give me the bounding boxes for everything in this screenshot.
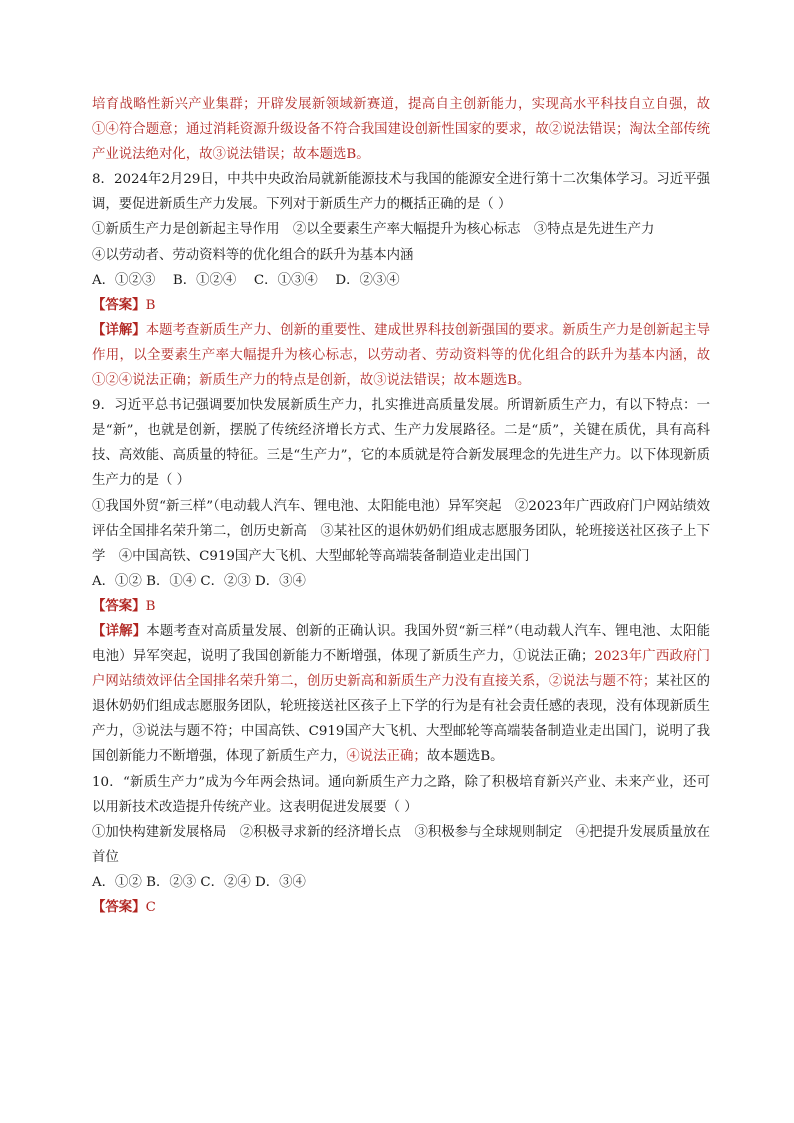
- q9-detail-part-1: 本题考查对高质量发展、创新的正确认识。我国外贸“新三样”（电动载人汽车、锂电池、太阳能电池）异军突起，说明了我国创新能力不断增强，体现了新质生产力，①说法正确；: [92, 623, 710, 665]
- q9-options: A．①② B．①④ C．②③ D．③④: [92, 573, 306, 589]
- q8-detail: [92, 318, 710, 393]
- q10-stem: 10．“新质生产力”成为今年两会热词。通向新质生产力之路，除了积极培育新兴产业、未来产业，还可以用新技术改造提升传统产业。这表明促进发展要（ ）: [92, 774, 710, 815]
- intro-paragraph: 培育战略性新兴产业集群；开辟发展新领域新赛道，提高自主创新能力，实现高水平科技自立自强，故①④符合题意；通过消耗资源升级设备不符合我国建设创新性国家的要求，故②说法错误；淘汰全部传统产业说法绝对化，故③说法错误；故本题选B。: [92, 97, 710, 163]
- q10-answer: [92, 895, 710, 920]
- q8-options: A．①②③ B．①②④ C．①③④ D．②③④: [92, 272, 400, 288]
- q9-detail: [92, 619, 710, 770]
- q10-items: ①加快构建新发展格局 ②积极寻求新的经济增长点 ③积极参与全球规则制定 ④把提升发展质量放在首位: [92, 824, 710, 865]
- q10-answer-value: C: [145, 900, 156, 915]
- q8-stem: 8．2024年2月29日，中共中央政治局就新能源技术与我国的能源安全进行第十二次集体学习。习近平强调，要促进新质生产力发展。下列对于新质生产力的概括正确的是（ ）: [92, 172, 710, 213]
- q8-detail-text: 本题考查新质生产力、创新的重要性、建成世界科技创新强国的要求。新质生产力是创新起主导作用，以全要素生产率大幅提升为核心标志，以劳动者、劳动资料等的优化组合的跃升为基本内涵，故①②④说法正确；新质生产力的特点是创新，故③说法错误；故本题选B。: [92, 322, 711, 389]
- q9-detail-part-5: 故本题选B。: [426, 749, 504, 765]
- q9-detail-part-4: ④说法正确；: [346, 749, 427, 765]
- q9-detail-label: 【详解】: [92, 622, 147, 639]
- q9-stem: 9．习近平总书记强调要加快发展新质生产力，扎实推进高质量发展。所谓新质生产力，有以下特点：一是“新”，也就是创新，摆脱了传统经济增长方式、生产力发展路径。二是“质”，关键在质优，具有高科技、高效能、高质量的特征。三是“生产力”，它的本质就是符合新发展理念的先进生产力。以下体现新质生产力的是（ ）: [92, 398, 710, 489]
- q10-answer-label: 【答案】: [92, 899, 146, 915]
- q8-answer-label: 【答案】: [92, 296, 146, 313]
- q10-options: A．①② B．②③ C．②④ D．③④: [92, 874, 306, 890]
- q8-items-line-1: ①新质生产力是创新起主导作用 ②以全要素生产率大幅提升为核心标志 ③特点是先进生产力: [92, 222, 655, 238]
- q8-answer: [92, 293, 710, 318]
- q9-answer-label: 【答案】: [92, 597, 146, 614]
- q8-detail-label: 【详解】: [92, 321, 146, 338]
- document-page: [92, 92, 710, 920]
- q8-answer-value: B: [145, 297, 156, 313]
- q9-detail-part-2: 2023年广西政府门户网站绩效评估全国排名荣升第二，创历史新高和新质生产力没有直接关系，②说法与题不符；: [92, 649, 711, 690]
- q9-answer: [92, 594, 710, 619]
- q9-detail-part-3: 某社区的退休奶奶们组成志愿服务团队，轮班接送社区孩子上下学的行为是有社会责任感的表现，没有体现新质生产力，③说法与题不符；中国高铁、C919国产大飞机、大型邮轮等高端装备制造业走出国门，说明了我国创新能力不断增强，体现了新质生产力，: [92, 674, 711, 765]
- q9-answer-value: B: [145, 598, 156, 614]
- q8-items-line-2: ④以劳动者、劳动资料等的优化组合的跃升为基本内涵: [92, 247, 414, 263]
- q9-items: ①我国外贸“新三样”（电动载人汽车、锂电池、太阳能电池）异军突起 ②2023年广西政府门户网站绩效评估全国排名荣升第二，创历史新高 ③某社区的退休奶奶们组成志愿服务团队，轮班接送社区孩子上下学 ④中国高铁、C919国产大飞机、大型邮轮等高端装备制造业走出国门: [92, 498, 710, 564]
